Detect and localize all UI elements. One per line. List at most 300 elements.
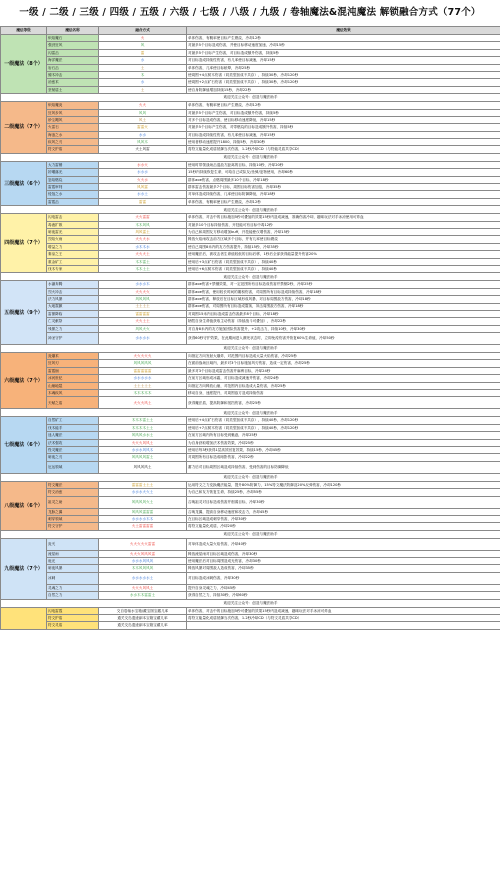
tier-label: 九级魔法（7个） <box>1 538 47 599</box>
table-row <box>1 116 500 123</box>
combo-formula: 火火火风风土 <box>99 439 187 446</box>
table-row <box>1 146 500 153</box>
magic-name: 怒焰燃烧 <box>47 176 99 183</box>
combo-formula: 水水水木 <box>99 281 187 288</box>
tier-label: 二级魔法（7个） <box>1 102 47 154</box>
magic-name: 符文护盾 <box>47 146 99 153</box>
magic-effect: 获得自然之力，持续30秒，冷却60秒 <box>187 592 500 599</box>
table-row <box>1 214 500 221</box>
magic-effect: 获得魔法盾，提高防御和抵挡伤害，冷却25秒 <box>187 397 500 409</box>
magic-name: 符文护盾 <box>47 615 99 622</box>
account-note: 欢迎关注公众号：创造与魔法助手 <box>1 94 500 102</box>
table-row <box>1 515 500 522</box>
magic-name: 亡灵献祭 <box>47 318 99 325</box>
magic-name: 暗夜之刃 <box>47 454 99 461</box>
combo-formula: 火火 <box>99 102 187 109</box>
combo-formula: 火火火火火雷雷 <box>99 538 187 550</box>
table-row <box>1 228 500 235</box>
combo-formula: 水水 <box>99 131 187 138</box>
combo-formula: 火火水 <box>99 176 187 183</box>
table-row <box>1 572 500 584</box>
magic-effect: 使用后每3秒获得1层高效回复效果，持续15秒，冷却45秒 <box>187 446 500 453</box>
combo-formula: 水水水火火土 <box>99 489 187 496</box>
table-row <box>1 124 500 131</box>
magic-name: 冰刺 <box>47 572 99 584</box>
table-row <box>1 446 500 453</box>
combo-formula: 雷雷火 <box>99 124 187 131</box>
note-row <box>1 599 500 607</box>
magic-name: 缠木冲击 <box>47 71 99 78</box>
magic-name: 法力风暴 <box>47 296 99 303</box>
table-row <box>1 550 500 557</box>
table-row <box>1 109 500 116</box>
table-row <box>1 375 500 382</box>
tier-label: 六级魔法（7个） <box>1 353 47 409</box>
magic-effect: 为自己和周围友方移动增加buff，开技能使仅增伤害，冷却15秒 <box>187 228 500 235</box>
magic-effect: 移动自身，速度提升，对周围敌方造成持续伤害 <box>187 390 500 397</box>
account-note: 欢迎关注公众号：创造与魔法助手 <box>1 473 500 481</box>
table-row <box>1 161 500 168</box>
table-row <box>1 508 500 515</box>
combo-formula: 水水水水水 <box>99 375 187 382</box>
table-row <box>1 397 500 409</box>
combo-formula: 火火火土 <box>99 251 187 258</box>
magic-effect: 单体伤害，有概率使目标产生燃烧，冷却12秒 <box>187 35 500 42</box>
table-row <box>1 176 500 183</box>
magic-name: 符文治愈 <box>47 489 99 496</box>
magic-name: 海浪之水 <box>47 131 99 138</box>
magic-name: 冰河世纪 <box>47 375 99 382</box>
table-row <box>1 236 500 243</box>
combo-formula: 木木木雷土土 <box>99 417 187 424</box>
magic-name: 自然矿工 <box>47 417 99 424</box>
magic-effect: 将符文能量化成盾，冷却20秒 <box>187 523 500 530</box>
combo-formula: 火火火水 <box>99 236 187 243</box>
table-row <box>1 131 500 138</box>
table-row <box>1 139 500 146</box>
table-header-row <box>1 27 500 35</box>
magic-name: 疾风之刃 <box>47 139 99 146</box>
magic-effect: 释放火焰雨攻击前方区域多个目标，并有几率使目标燃烧 <box>187 236 500 243</box>
combo-formula: 风风雷土 <box>99 228 187 235</box>
combo-formula: 风风雷 <box>99 184 187 191</box>
magic-name: 岩石击 <box>47 64 99 71</box>
note-row <box>1 473 500 481</box>
combo-formula: 土土土土 <box>99 303 187 310</box>
magic-name: 灵魂之力 <box>47 584 99 591</box>
magic-effect: 对单体造成大量火焰伤害，冷却40秒 <box>187 538 500 550</box>
table-row <box>1 310 500 317</box>
table-row <box>1 169 500 176</box>
magic-effect: 将符文能量化成盾抵御当次伤害，1.2秒冷却CD（与符能灵盾共享CD） <box>187 146 500 153</box>
magic-effect: 对目标造成冰刺伤害，冷却30秒 <box>187 572 500 584</box>
combo-formula: 木木风风风风 <box>99 565 187 572</box>
magic-name: 火雷石 <box>47 124 99 131</box>
magic-name: 雷暴降临 <box>47 310 99 317</box>
table-row <box>1 296 500 303</box>
magic-effect: 使用后+6点树木伤害（同类型加成不共存），持续40秒 <box>187 265 500 272</box>
combo-formula: 风风 <box>99 109 187 116</box>
combo-formula: 雷雷雷雷雷 <box>99 367 187 374</box>
magic-effect: 单体伤害，对击中的目标施加5秒可叠加的效果15秒内造成减速，趣味玩法对手冰凉可炸血 <box>187 607 500 614</box>
magic-effect: 对最多10个目标持续伤害，开技能可有目标中毒12秒 <box>187 221 500 228</box>
note-row <box>1 273 500 281</box>
table-row <box>1 243 500 250</box>
magic-name: 暗夜风暴 <box>47 565 99 572</box>
magic-effect: 使用魔法后，被攻击者生命值较低的目标后移，1秒后全部获得能量提升伤害20% <box>187 251 500 258</box>
combo-formula: 火土风雷 <box>99 146 187 153</box>
tier-label: 八级魔法（6个） <box>1 481 47 530</box>
header-effect: 魔法效果 <box>187 27 500 35</box>
magic-effect: 对自身8米内的友方施加团队伤害提升，+2攻击力，持续10秒，冷却30秒 <box>187 325 500 332</box>
magic-name: 伐木专家 <box>47 265 99 272</box>
combo-formula: 风风风雷雷雷 <box>99 508 187 515</box>
table-row <box>1 281 500 288</box>
combo-formula: 火 <box>99 35 187 42</box>
magic-name: 炽焰魔石 <box>47 35 99 42</box>
magic-name: 坚韧盾土 <box>47 86 99 93</box>
table-row <box>1 367 500 374</box>
table-row <box>1 481 500 488</box>
combo-formula: 火火雷雷 <box>99 214 187 221</box>
magic-name: 残暴之力 <box>47 325 99 332</box>
combo-formula: 交自卷轴水宝箱/藏宝图宝藏几率 <box>99 607 187 614</box>
combo-formula: 水水水水 <box>99 333 187 345</box>
combo-formula: 火火火风风土 <box>99 584 187 591</box>
magic-effect: 运用符文之力变换魔法能量，提升80%防御力，15%符文魔法防御及20%反弹伤害，冷却120秒 <box>187 481 500 488</box>
combo-formula: 土 <box>99 64 187 71</box>
combo-formula: 通关交岛遗迹副本宝箱宝藏几率 <box>99 622 187 629</box>
table-row <box>1 523 500 530</box>
combo-formula: 风风风风雷土 <box>99 454 187 461</box>
combo-formula: 木木木木土土 <box>99 424 187 431</box>
table-row <box>1 325 500 332</box>
magic-effect: 为自身获取增加法术伤害效果，冷却25秒 <box>187 439 500 446</box>
magic-effect: 使用时带领战场击退敌方距离的目标，持续10秒，冷却20秒 <box>187 161 500 168</box>
magic-effect: 对目标造成持续性伤害，有几率使目标减速，冷却15秒 <box>187 57 500 64</box>
magic-name: 流星雨 <box>47 550 99 557</box>
magic-name: 折曜落光 <box>47 169 99 176</box>
account-note: 欢迎关注公众号：创造与魔法助手 <box>1 599 500 607</box>
magic-name: 狂风刃 <box>47 360 99 367</box>
magic-name: 大地震颤 <box>47 303 99 310</box>
tier-label: 一级魔法（8个） <box>1 35 47 94</box>
magic-effect: 群体aoe伤害，点燃周围最多10个目标，冷却18秒 <box>187 176 500 183</box>
table-row <box>1 615 500 622</box>
combo-formula: 水 <box>99 57 187 64</box>
combo-formula: 火火火火火 <box>99 353 187 360</box>
table-row <box>1 303 500 310</box>
magic-effect: 召唤龙翼，提高自身移动速度和攻击力，冷却45秒 <box>187 508 500 515</box>
magic-effect: 对单体造成持续伤害，几率使目标防御降低，冷却18秒 <box>187 191 500 198</box>
magic-table <box>0 26 500 630</box>
table-row <box>1 353 500 360</box>
magic-effect: 单体伤害，有概率使目标产生燃烧，冷却12秒 <box>187 102 500 109</box>
magic-effect: 群体雷击伤害最多7个目标，周围目标伤害加倍，冷却35秒 <box>187 184 500 191</box>
magic-name: 雷霆崩 <box>47 367 99 374</box>
magic-name: 狂风步风 <box>47 109 99 116</box>
magic-effect: 使用后+7点树木伤害（同类型加成不共存），持续40秒，冷却120秒 <box>187 424 500 431</box>
table-row <box>1 184 500 191</box>
combo-formula: 水木木水 <box>99 243 187 250</box>
combo-formula: 水水水 <box>99 169 187 176</box>
magic-effect: 使周围+2点矿石伤害（同类型加成不共存），持续30秒，冷却120秒 <box>187 79 500 86</box>
magic-name: 秦皇之王 <box>47 251 99 258</box>
table-row <box>1 390 500 397</box>
tier-label: 五级魔法（9个） <box>1 281 47 345</box>
combo-formula: 水水水水木木 <box>99 515 187 522</box>
magic-effect: 15秒内持续恢复生命，可给自己或队友/坐骑/宠物使用，冷却60秒 <box>187 169 500 176</box>
magic-name: 水瀑奔腾 <box>47 281 99 288</box>
table-row <box>1 333 500 345</box>
account-note: 欢迎关注公众号：创造与魔法助手 <box>1 273 500 281</box>
combo-formula: 木木风风 <box>99 221 187 228</box>
table-row <box>1 424 500 431</box>
combo-formula: 水水火 <box>99 161 187 168</box>
magic-name: 雷霆击 <box>47 198 99 205</box>
magic-name: 强劲狂风 <box>47 42 99 49</box>
magic-effect: 群体aoe伤害，释放后在目标区域形成风暴，对目标周围敌方伤害，冷却18秒 <box>187 296 500 303</box>
magic-effect: 向指定方向发射大爆炸，对范围内目标造成大量火焰伤害，冷却25秒 <box>187 353 500 360</box>
table-row <box>1 432 500 439</box>
table-row <box>1 622 500 629</box>
combo-formula: 火火土土 <box>99 318 187 325</box>
combo-formula: 风风木 <box>99 139 187 146</box>
header-tier: 魔法等级 <box>1 27 47 35</box>
note-row <box>1 345 500 353</box>
table-row <box>1 318 500 325</box>
combo-formula: 水水土 <box>99 191 187 198</box>
magic-effect: 对周围所有目标造成暗影伤害，冷却22秒 <box>187 454 500 461</box>
magic-name: 炽焰魔炎 <box>47 102 99 109</box>
account-note: 欢迎关注公众号：创造与魔法助手 <box>1 153 500 161</box>
magic-name: 诡光 <box>47 558 99 565</box>
note-row <box>1 409 500 417</box>
table-row <box>1 251 500 258</box>
magic-effect: 使自己周围8米内的友方伤害提升，持续15秒，冷却35秒 <box>187 243 500 250</box>
magic-name: 符文魔法 <box>47 481 99 488</box>
table-row <box>1 461 500 473</box>
table-row <box>1 102 500 109</box>
magic-effect: 单体伤害，有概率使目标产生燃烧，冷却12秒 <box>187 198 500 205</box>
magic-effect: 最多对3个目标造成雷击伤害并麻痹目标，冷却24秒 <box>187 367 500 374</box>
tier-label <box>1 607 47 629</box>
combo-formula: 风风风风 <box>99 296 187 303</box>
combo-formula: 水水水风风木 <box>99 446 187 453</box>
combo-formula: 雷雷雷雷 <box>99 310 187 317</box>
table-row <box>1 382 500 389</box>
magic-effect: 在前方区域形成冰霜，对目标造成减速并伤害，冷却24秒 <box>187 375 500 382</box>
table-row <box>1 496 500 508</box>
magic-name: 法术强攻 <box>47 439 99 446</box>
account-note: 欢迎关注公众号：创造与魔法助手 <box>1 206 500 214</box>
magic-effect: 使周围+4点树木伤害（同类型加成不共存），持续30秒，冷却120秒 <box>187 71 500 78</box>
magic-name: 伐木能手 <box>47 424 99 431</box>
account-note: 欢迎关注公众号：创造与魔法助手 <box>1 345 500 353</box>
table-row <box>1 191 500 198</box>
magic-effect: 召唤祖灵对目标造成伤害并削弱目标，冷却30秒 <box>187 496 500 508</box>
magic-effect: 使用魔法后对目标周围造成光伤害，冷却30秒 <box>187 558 500 565</box>
magic-effect: 使用者移动速度提升1800，持续5秒，冷却30秒 <box>187 139 500 146</box>
page-title: 一级 / 二级 / 三级 / 四级 / 五级 / 六级 / 七级 / 八级 / 九级 / 卷轴魔法&混沌魔法 解锁融合方式（77个） <box>19 7 481 18</box>
magic-effect: 牺牲自身生命值获取主动伤害（持续战斗可叠加），冷却22秒 <box>187 318 500 325</box>
table-body <box>1 35 500 630</box>
magic-name: 龙脉之翼 <box>47 508 99 515</box>
magic-effect: 提升自身灵魂之力，冷却45秒 <box>187 584 500 591</box>
table-row <box>1 538 500 550</box>
note-row <box>1 94 500 102</box>
magic-name: 迷人魔法 <box>47 432 99 439</box>
magic-name: 砂尘飓风 <box>47 116 99 123</box>
note-row <box>1 153 500 161</box>
combo-formula: 雷 <box>99 49 187 56</box>
magic-name: 烈火冲击 <box>47 288 99 295</box>
table-row <box>1 35 500 42</box>
magic-effect: 蓄力后对目标周围区域造成持续伤害，受到伤害的目标防御降低 <box>187 461 500 473</box>
magic-effect: 为自己和友方恢复生命，持续25秒，冷却55秒 <box>187 489 500 496</box>
note-row <box>1 530 500 538</box>
magic-name: 神圣守护 <box>47 333 99 345</box>
magic-effect: 释放流星雨对目标区域造成伤害，冷却30秒 <box>187 550 500 557</box>
magic-name: 大力雷锤 <box>47 161 99 168</box>
combo-formula: 火火火风土 <box>99 397 187 409</box>
combo-formula: 雷雷 <box>99 198 187 205</box>
magic-effect: 使用后+3点矿石伤害（同类型加成不共存），持续40秒 <box>187 258 500 265</box>
magic-name: 符文守护 <box>47 523 99 530</box>
magic-effect: 释放风暴对周围敌人造成伤害，冷却35秒 <box>187 565 500 572</box>
magic-name: 祖灵之助 <box>47 496 99 508</box>
magic-effect: 单体伤害，对击中的目标施加5秒可叠加的效果15秒内造成减速，准确伤害冷却，趣味玩法对手冰凉使用可炸血 <box>187 214 500 221</box>
magic-effect: 向指定方向释放山崩，对范围内目标造成大量伤害，冷却25秒 <box>187 382 500 389</box>
combo-formula: 风风风风土 <box>99 461 187 473</box>
magic-effect: 群体aoe伤害，对周围所有目标造成震荡，冲击周围敌方伤害，冷却18秒 <box>187 303 500 310</box>
magic-effect: 对周围15米内目标造成雷击伤害最多8个目标，冷却18秒 <box>187 310 500 317</box>
combo-formula: 雷雷雷土土土 <box>99 481 187 488</box>
combo-formula: 木 <box>99 71 187 78</box>
magic-name: 闪电雷霆 <box>47 607 99 614</box>
magic-name: 自然之力 <box>47 592 99 599</box>
magic-name: 符文灵盾 <box>47 622 99 629</box>
table-row <box>1 64 500 71</box>
combo-formula: 水 <box>99 79 187 86</box>
magic-name: 海洋魔法 <box>47 57 99 64</box>
combo-formula: 土土土土土 <box>99 382 187 389</box>
combo-formula: 火火火风风风雷 <box>99 550 187 557</box>
tier-label: 七级魔法（6个） <box>1 417 47 473</box>
table-row <box>1 258 500 265</box>
account-note: 欢迎关注公众号：创造与魔法助手 <box>1 409 500 417</box>
magic-effect: 对最多5个目标产生伤害，对带燃烧的目标造成额外伤害，持续5秒 <box>187 124 500 131</box>
table-row <box>1 71 500 78</box>
magic-effect: 使用后+4点矿石伤害（同类型加成不共存），持续40秒，冷却120秒 <box>187 417 500 424</box>
magic-name: 暗夜雷光 <box>47 228 99 235</box>
magic-name: 炎灭 <box>47 538 99 550</box>
table-row <box>1 265 500 272</box>
tier-label: 三级魔法（6个） <box>1 161 47 205</box>
combo-formula: 风风火火 <box>99 325 187 332</box>
combo-formula: 木木木木木 <box>99 390 187 397</box>
table-row <box>1 360 500 367</box>
table-row <box>1 198 500 205</box>
magic-name: 炎爆术 <box>47 353 99 360</box>
table-row <box>1 288 500 295</box>
combo-formula: 风风风风火土 <box>99 496 187 508</box>
magic-name: 重金矿工 <box>47 258 99 265</box>
table-row <box>1 86 500 93</box>
combo-formula: 火火火火 <box>99 288 187 295</box>
magic-effect: 单体伤害，几率使目标眩晕，冷却25秒 <box>187 64 500 71</box>
magic-name: 闪电雷击 <box>47 214 99 221</box>
combo-formula: 通关交岛遗迹副本宝箱宝藏几率 <box>99 615 187 622</box>
table-row <box>1 57 500 64</box>
magic-effect: 群体aoe伤害，使用较长时间的累积伤害，对周围所有目标造成持续伤害，冷却18秒 <box>187 288 500 295</box>
magic-effect: 获得60秒守护效果，在此期间进入濒死状态时，立即免疫伤害并恢复60%生命值，冷却50秒 <box>187 333 500 345</box>
combo-formula: 水水水风风风 <box>99 558 187 565</box>
combo-formula: 风土 <box>99 116 187 123</box>
magic-name: 天赋之盾 <box>47 397 99 409</box>
combo-formula: 木木土土 <box>99 265 187 272</box>
magic-effect: 将符文能量化成盾抵御当次伤害，1.2秒冷却CD（与符文灵盾共享CD） <box>187 615 500 622</box>
table-row <box>1 607 500 614</box>
table-row <box>1 221 500 228</box>
magic-effect: 在前方区域内所有目标受到魅惑，冷却25秒 <box>187 432 500 439</box>
magic-effect: 群体aoe伤害+禁锢效果，对一定范围所有目标造成伤害并禁锢2秒，冷却25秒 <box>187 281 500 288</box>
combo-formula: 火土雷雷雷雷 <box>99 523 187 530</box>
combo-formula: 水水水水水土 <box>99 572 187 584</box>
magic-name: 厄运领域 <box>47 461 99 473</box>
magic-effect: 对最多5个目标产生伤害，对目标造成额外伤害，持续5秒 <box>187 109 500 116</box>
magic-name: 木魂疾风 <box>47 390 99 397</box>
magic-effect: 使自身防御值增加持续15秒，冷却22秒 <box>187 86 500 93</box>
magic-effect: 对最多5个目标造成伤害，并使目标移动速度加速，冷却15秒 <box>187 42 500 49</box>
header-name: 魔法名称 <box>47 27 99 35</box>
magic-name: 增益之力 <box>47 243 99 250</box>
magic-name: 治愈术 <box>47 79 99 86</box>
magic-effect: 对多个目标造成伤害，使目标移动速度降低，冷却15秒 <box>187 116 500 123</box>
magic-effect: 对最多5个目标产生伤害，对目标造成额外伤害，持续5秒 <box>187 49 500 56</box>
combo-formula: 木木雷土 <box>99 258 187 265</box>
note-row <box>1 206 500 214</box>
combo-formula: 水水木木雷雷土 <box>99 592 187 599</box>
table-row <box>1 49 500 56</box>
table-row <box>1 558 500 565</box>
magic-effect: 对目标造成持续性伤害，有几率使目标减速，冷却15秒 <box>187 131 500 138</box>
account-note: 欢迎关注公众号：创造与魔法助手 <box>1 530 500 538</box>
magic-effect: 在面前战场区域内，最多对3个目标施加风刃伤害，造成一定伤害，冷却25秒 <box>187 360 500 367</box>
magic-name: 怪灵魔法 <box>47 446 99 453</box>
table-row <box>1 592 500 599</box>
magic-name: 毒液扩散 <box>47 221 99 228</box>
table-row <box>1 42 500 49</box>
combo-formula: 风风风风风 <box>99 360 187 367</box>
header-combo: 融合方式 <box>99 27 187 35</box>
table-row <box>1 439 500 446</box>
combo-formula: 土 <box>99 86 187 93</box>
table-row <box>1 79 500 86</box>
combo-formula: 风风风水水土 <box>99 432 187 439</box>
magic-name: 侵蚀之水 <box>47 191 99 198</box>
table-row <box>1 584 500 591</box>
combo-formula: 风 <box>99 42 187 49</box>
magic-name: 山崩地裂 <box>47 382 99 389</box>
magic-name: 烈焰火雨 <box>47 236 99 243</box>
table-row <box>1 417 500 424</box>
magic-effect: 在目标区域造成刺穿伤害，冷却30秒 <box>187 515 500 522</box>
magic-name: 闪雷击 <box>47 49 99 56</box>
magic-name: 雷霆审判 <box>47 184 99 191</box>
tier-label: 四级魔法（7个） <box>1 214 47 273</box>
table-row <box>1 565 500 572</box>
